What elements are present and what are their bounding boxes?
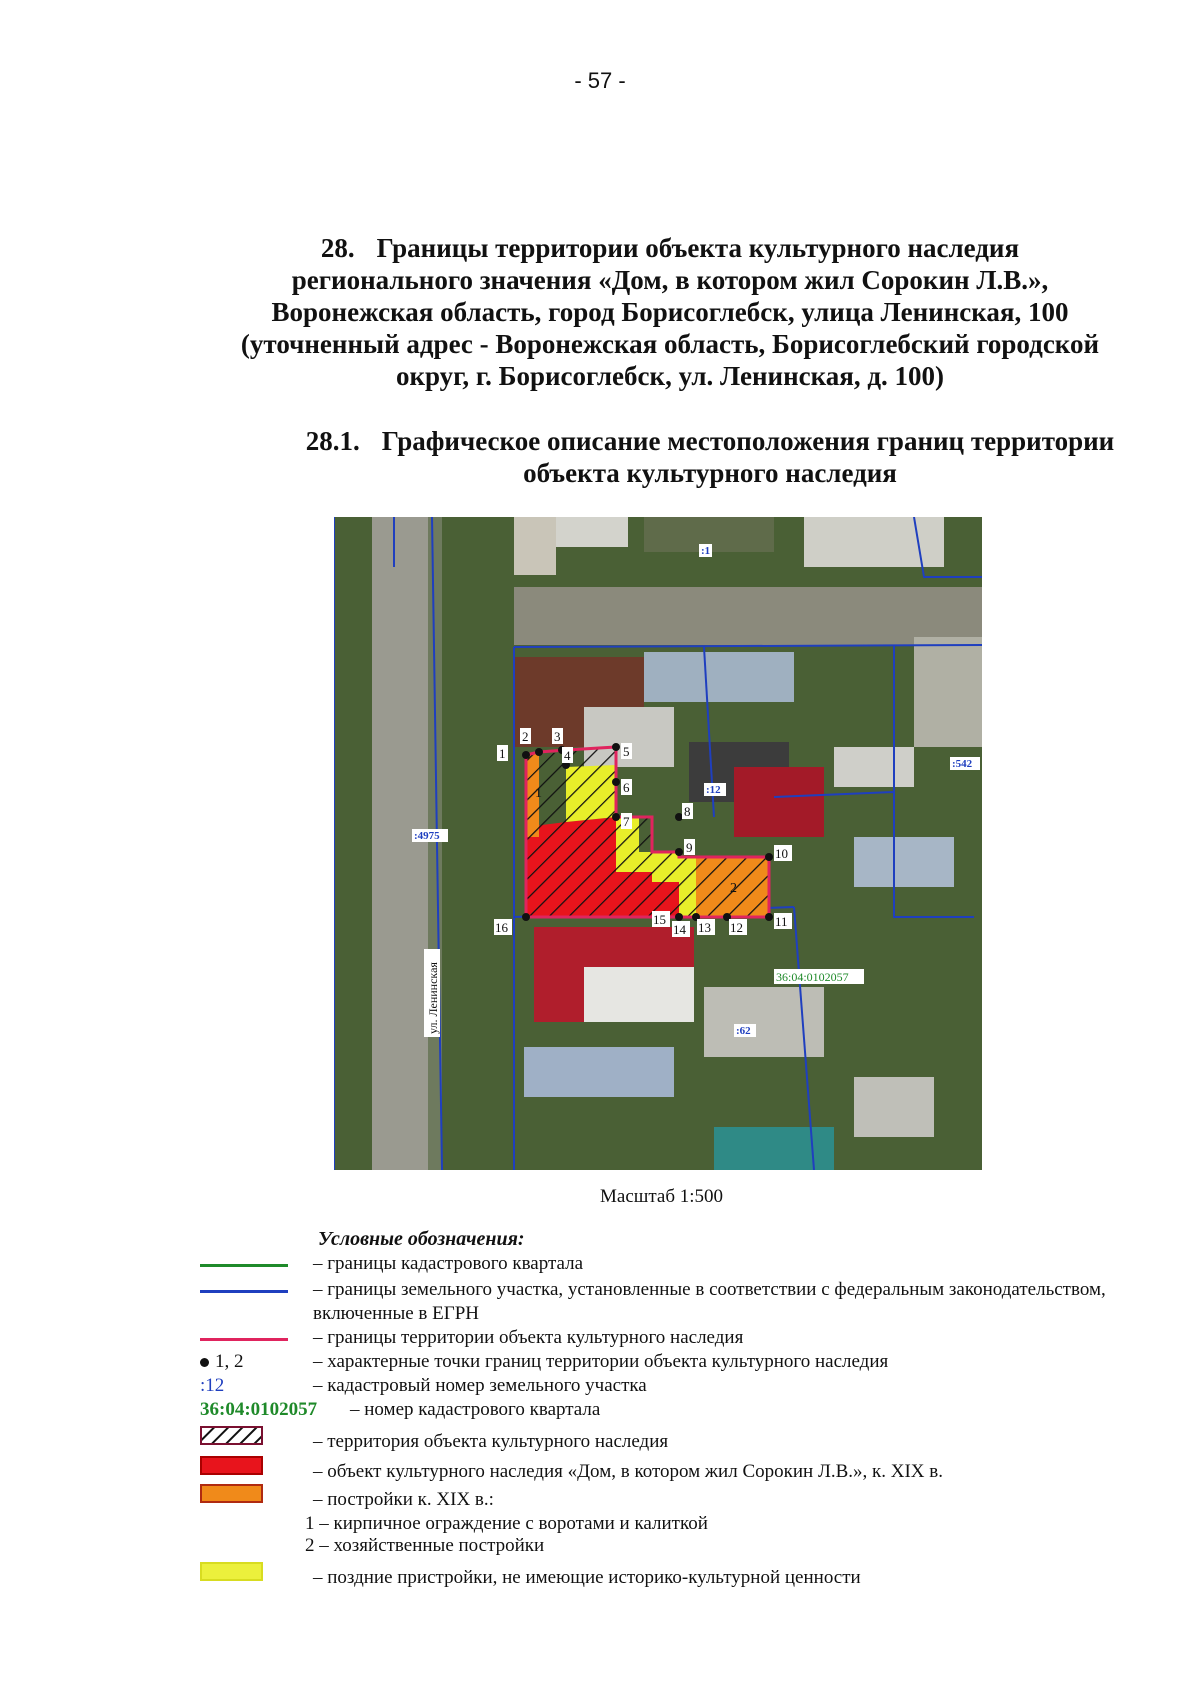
point-10 [765,853,773,861]
point-6 [612,778,620,786]
point-label-15: 15 [653,912,666,927]
legend-text: 2 – хозяйственные постройки [305,1535,545,1556]
section-number: 28. [320,233,355,263]
cadastral-quarter-label: 36:04:0102057 [776,970,849,984]
hatch-swatch [200,1426,263,1445]
point-label-3: 3 [554,729,561,744]
point-marker: 1, 2 [200,1350,244,1374]
street-label [424,949,440,1037]
point-14 [675,913,683,921]
lane [514,587,982,645]
parcel-label-542: :542 [952,758,973,770]
orange-swatch [200,1484,263,1503]
map-scale: Масштаб 1:500 [600,1186,724,1207]
subheading-line-2: объекта культурного наследия [523,458,897,488]
building-roof [524,1047,674,1097]
point-label-12: 12 [730,920,743,935]
building-roof [854,1077,934,1137]
parcel-label-62: :62 [736,1025,751,1037]
building-roof [734,767,824,837]
legend-text: – границы территории объекта культурного наследия [313,1327,744,1348]
subsection-number: 28.1. [305,426,360,456]
page-number: - 57 - [574,68,626,93]
green-line-swatch [200,1264,288,1267]
parcel-label-4975: :4975 [414,830,440,842]
point-label-11: 11 [775,914,788,929]
pink-line-swatch [200,1338,288,1341]
building-roof [584,967,694,1022]
building-roof [644,652,794,702]
section-heading [200,232,1140,392]
heading-line-4: (уточненный адрес - Воронежская область, Борисоглебский городской [240,329,1100,359]
building [804,517,944,567]
point-label-8: 8 [684,804,691,819]
point-label-10: 10 [775,846,788,861]
point-label-9: 9 [686,840,693,855]
legend-text: – территория объекта культурного наследия [313,1431,669,1452]
parcel-label-12: :12 [706,784,721,796]
street-road [372,517,428,1170]
point-5 [612,743,620,751]
heading-line-3: Воронежская область, город Борисоглебск, улица Ленинская, 100 [271,297,1069,327]
street-name: ул. Ленинская [426,962,440,1034]
building [556,517,628,547]
point-16 [522,913,530,921]
point-label-1: 1 [499,746,506,761]
legend-text: – характерные точки границ территории объекта культурного наследия [313,1351,889,1372]
legend [200,1252,1200,1692]
heading-line-2: регионального значения «Дом, в котором жил Сорокин Л.В.», [291,265,1049,295]
point-label-6: 6 [623,780,630,795]
building-roof [834,747,914,787]
legend-text: – границы земельного участка, установленные в соответствии с федеральным законодательством, включенные в ЕГРН [313,1279,1106,1324]
legend-text: – границы кадастрового квартала [313,1253,584,1274]
legend-text: – кадастровый номер земельного участка [313,1375,647,1396]
subsection-heading [270,425,1150,489]
point-label-14: 14 [673,922,686,937]
legend-title: Условные обозначения: [318,1228,525,1250]
parcel-label-1: :1 [701,545,711,557]
building [914,637,982,747]
legend-text: – номер кадастрового квартала [350,1399,601,1420]
building [514,517,556,575]
building-label-1: 1 [535,786,542,801]
point-label-13: 13 [698,920,711,935]
building-roof [854,837,954,887]
parcel-number-marker: :12 [200,1375,225,1396]
red-swatch [200,1456,263,1475]
point-11 [765,913,773,921]
aerial-map [334,517,982,1170]
point-2 [535,748,543,756]
heading-line-1: Границы территории объекта культурного наследия [376,233,1020,263]
building-label-2: 2 [730,881,737,896]
legend-text: 1 – кирпичное ограждение с воротами и калиткой [305,1513,708,1534]
point-label-5: 5 [623,744,630,759]
point-label-16: 16 [495,920,508,935]
point-7 [612,813,620,821]
yellow-swatch [200,1562,263,1581]
point-9 [675,848,683,856]
point-label-7: 7 [623,814,630,829]
quarter-number-marker: 36:04:0102057 [200,1399,318,1420]
legend-text: – объект культурного наследия «Дом, в котором жил Сорокин Л.В.», к. XIX в. [313,1461,943,1482]
map-canvas [334,517,982,1170]
heading-line-5: округ, г. Борисоглебск, ул. Ленинская, д. 100) [395,361,945,391]
point-label-2: 2 [522,729,529,744]
blue-line-swatch [200,1290,288,1293]
building-roof [714,1127,834,1170]
point-1 [522,751,530,759]
point-8 [675,813,683,821]
building-roof [704,987,824,1057]
legend-text: – поздние пристройки, не имеющие историко-культурной ценности [313,1567,861,1588]
point-label-4: 4 [564,748,571,763]
subheading-line-1: Графическое описание местоположения границ территории [381,426,1115,456]
dot-icon [200,1358,209,1367]
legend-text: – постройки к. XIX в.: [313,1489,494,1510]
